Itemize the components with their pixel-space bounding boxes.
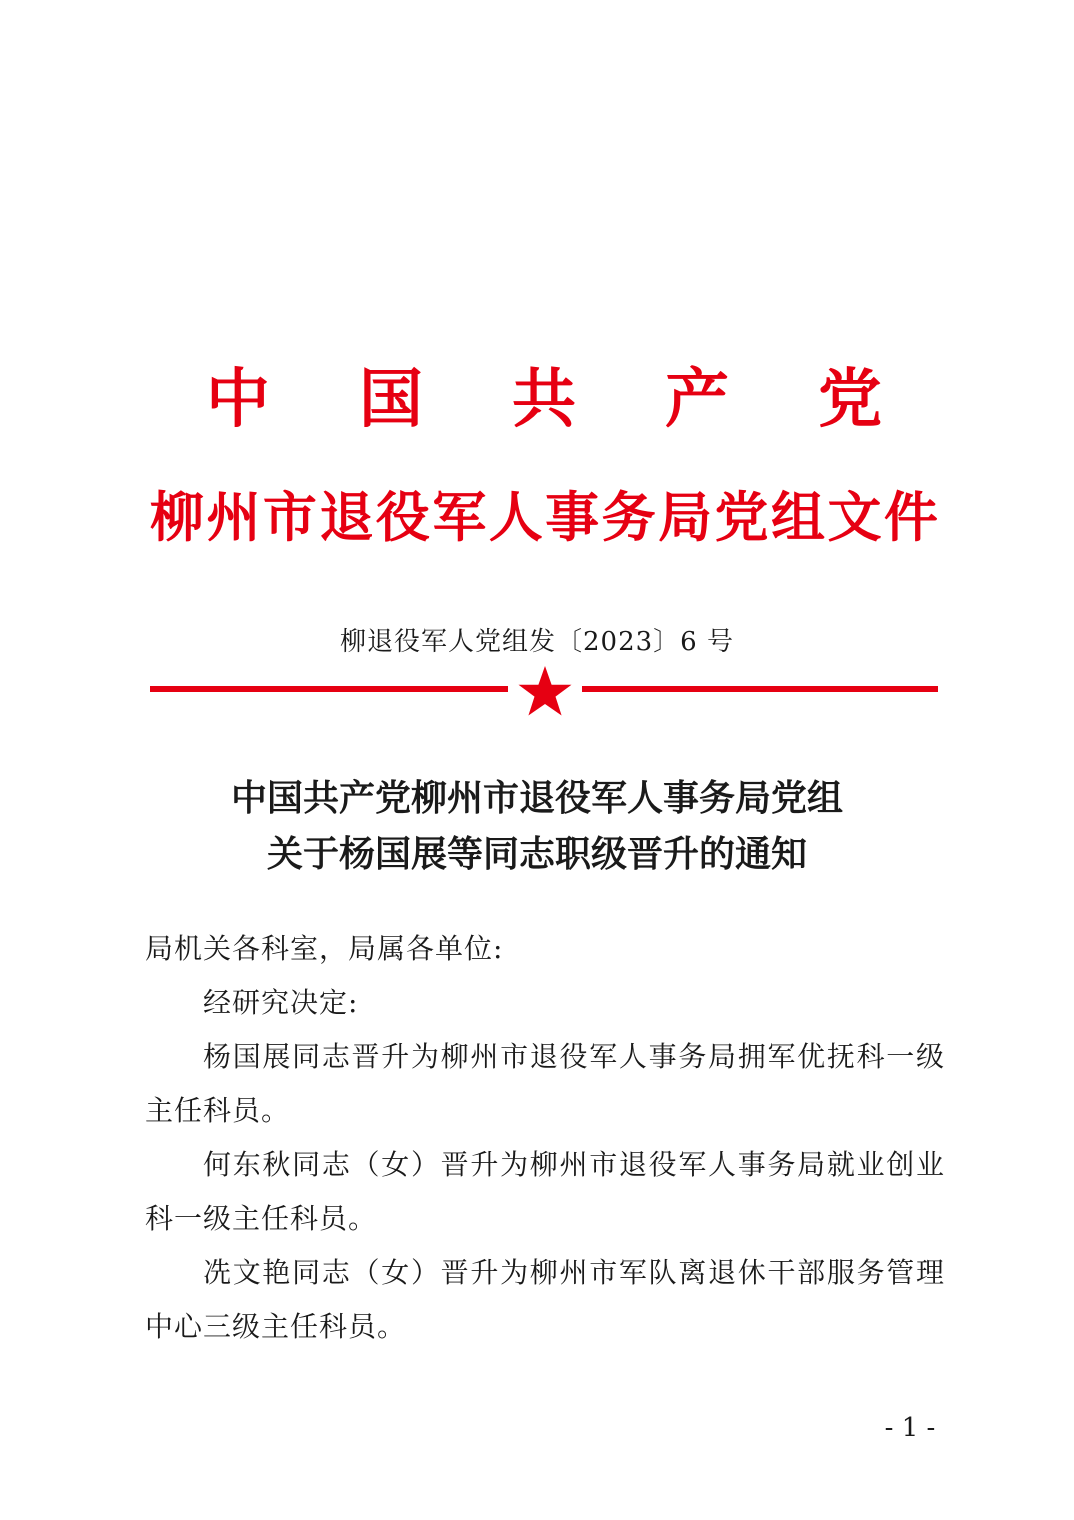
header-char: 役 [375, 486, 430, 549]
divider-bar-right [582, 686, 938, 692]
notice-title-line2: 关于杨国展等同志职级晋升的通知 [266, 833, 807, 875]
header-char: 州 [206, 486, 261, 549]
header-char: 人 [488, 486, 543, 549]
document-number: 柳退役军人党组发〔2023〕6 号 [340, 627, 734, 657]
notice-body [145, 922, 945, 1354]
header-char: 退 [319, 486, 374, 549]
header-char: 组 [770, 486, 825, 549]
header-char: 党 [714, 486, 769, 549]
body-paragraph: 杨国展同志晋升为柳州市退役军人事务局拥军优抚科一级主任科员。 [145, 1040, 945, 1127]
header-char: 务 [601, 486, 656, 549]
page-number: - 1 - [884, 1413, 936, 1443]
divider-bar-left [150, 686, 508, 692]
header-char: 共 [512, 363, 576, 437]
salutation: 局机关各科室，局属各单位: [145, 932, 504, 965]
star-icon [516, 664, 574, 718]
header-char: 军 [432, 486, 487, 549]
body-paragraph: 经研究决定: [203, 986, 359, 1019]
header-char: 党 [818, 363, 882, 437]
document-header-issuer [150, 478, 938, 558]
red-divider [150, 664, 938, 716]
body-paragraph: 冼文艳同志（女）晋升为柳州市军队离退休干部服务管理中心三级主任科员。 [145, 1256, 945, 1343]
header-char: 局 [658, 486, 713, 549]
body-paragraph: 何东秋同志（女）晋升为柳州市退役军人事务局就业创业科一级主任科员。 [145, 1148, 945, 1235]
header-char: 国 [359, 363, 423, 437]
header-char: 产 [665, 363, 729, 437]
header-char: 市 [262, 486, 317, 549]
header-char: 柳 [150, 486, 204, 549]
header-char: 文 [827, 486, 882, 549]
notice-title [0, 770, 1074, 882]
notice-title-line1: 中国共产党柳州市退役军人事务局党组 [230, 777, 843, 819]
header-char: 件 [883, 486, 938, 549]
header-char: 事 [545, 486, 600, 549]
header-char: 中 [206, 363, 270, 437]
document-header-org [150, 360, 938, 440]
